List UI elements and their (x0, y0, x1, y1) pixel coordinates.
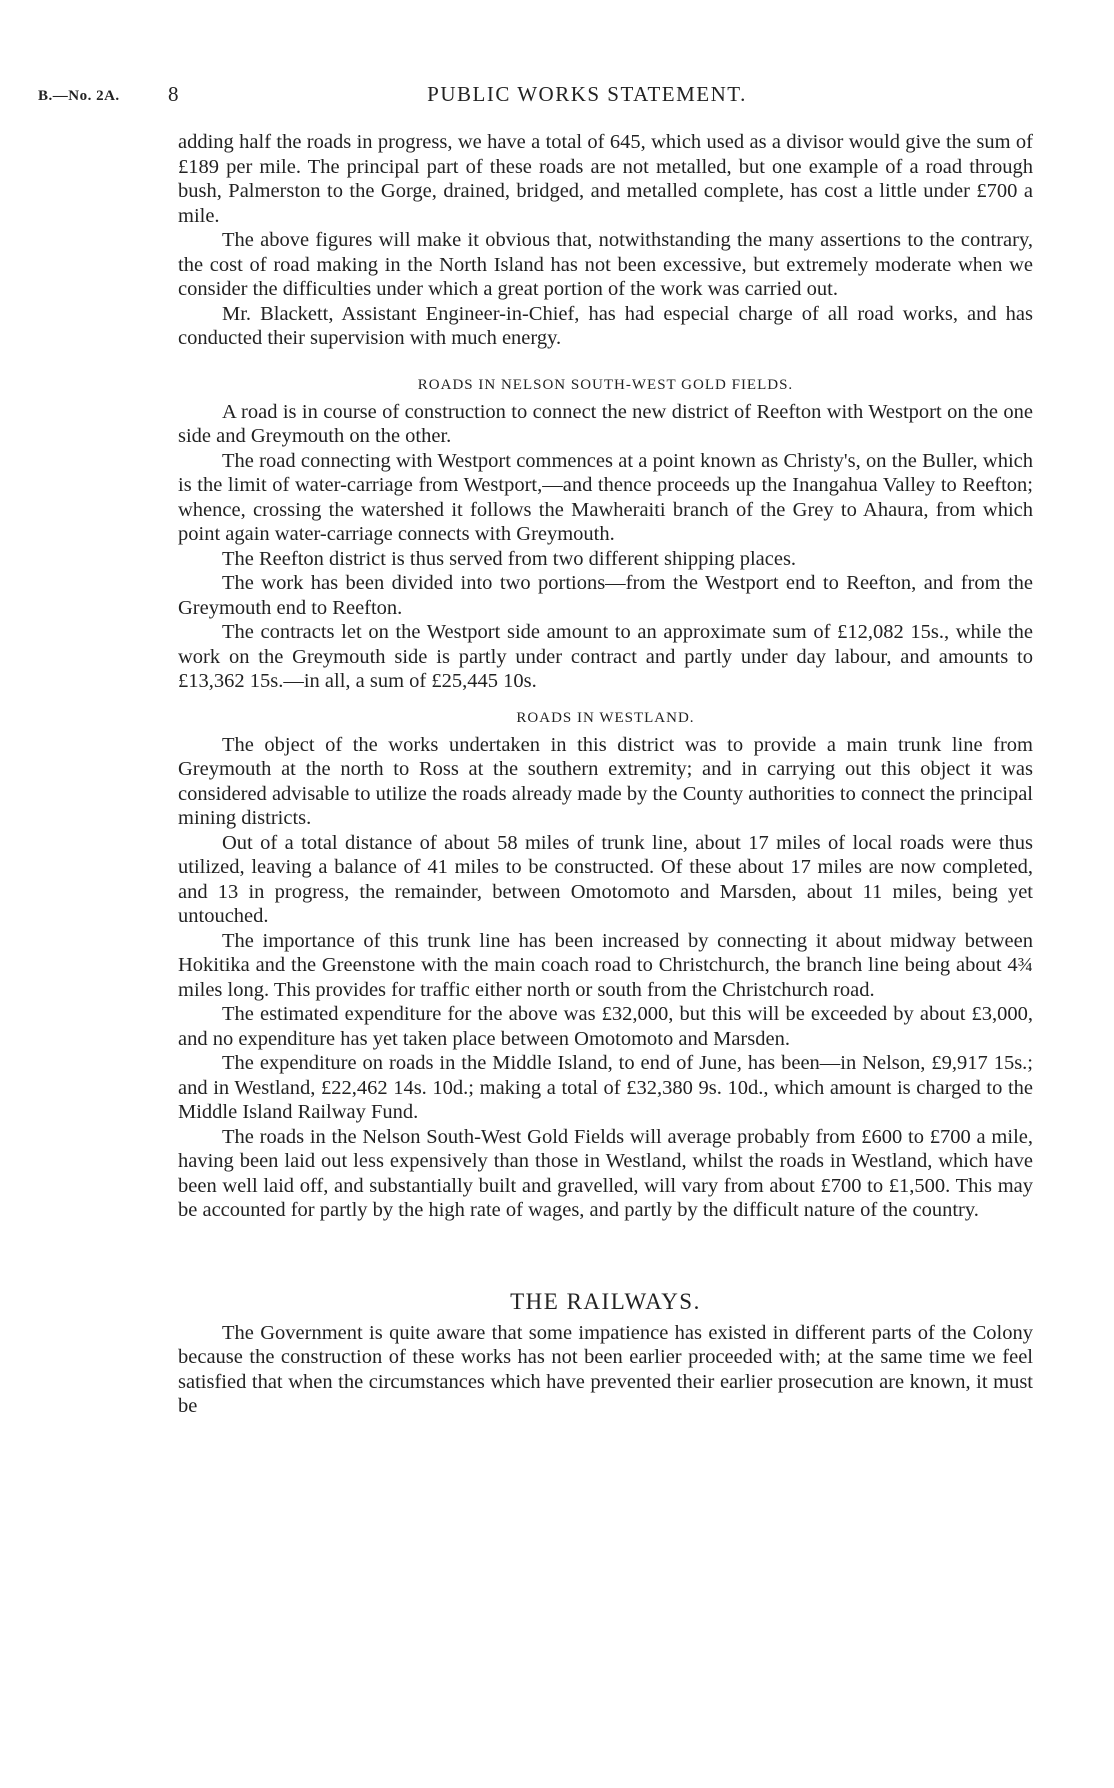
paragraph: adding half the roads in progress, we have a total of 645, which used as a divisor would give the sum of £189 per mile. The principal part of these roads are not metalled, but one example of a road through bush, Palmerston to the Gorge, drained, bridged, and metalled complete, has cost a little under £700 a mile. (178, 131, 1033, 227)
paragraph: Out of a total distance of about 58 miles of trunk line, about 17 miles of local roads were thus utilized, leaving a balance of 41 miles to be constructed. Of these about 17 miles are now completed, and 13 in progress, the remainder, between Omotomoto and Marsden, about 11 miles, being yet untouched. (178, 831, 1033, 927)
paragraph: A road is in course of construction to connect the new district of Reefton with Westport on the one side and Greymouth on the other. (178, 400, 1033, 447)
section-heading-nelson: ROADS IN NELSON SOUTH-WEST GOLD FIELDS. (417, 376, 794, 393)
paragraph: The expenditure on roads in the Middle Island, to end of June, has been—in Nelson, £9,917 15s.; and in Westland, £22,462 14s. 10d.; making a total of £32,380 9s. 10d., which amount is charged to the Middle Island Railway Fund. (178, 1052, 1033, 1123)
paragraph: The above figures will make it obvious that, notwithstanding the many assertions to the contrary, the cost of road making in the North Island has not been excessive, but extremely moderate when we consider the difficulties under which a great portion of the work was carried out. (178, 229, 1033, 300)
document-reference: B.—No. 2A. (38, 88, 120, 104)
paragraph: The estimated expenditure for the above was £32,000, but this will be exceeded by about £3,000, and no expenditure has yet taken place between Omotomoto and Marsden. (178, 1003, 1033, 1050)
body-text (178, 130, 1033, 1419)
paragraph: The Reefton district is thus served from two different shipping places. (222, 547, 797, 570)
paragraph: The contracts let on the Westport side amount to an approximate sum of £12,082 15s., while the work on the Greymouth side is partly under contract and partly under day labour, and amounts to £13,362 15s.—in all, a sum of £25,445 10s. (178, 621, 1033, 692)
paragraph: The importance of this trunk line has been increased by connecting it about midway between Hokitika and the Greenstone with the main coach road to Christchurch, the branch line being about 4¾ miles long. This provides for traffic either north or south from the Christchurch road. (178, 929, 1033, 1001)
paragraph: The work has been divided into two portions—from the Westport end to Reefton, and from the Greymouth end to Reefton. (178, 572, 1033, 619)
paragraph: The road connecting with Westport commences at a point known as Christy's, on the Buller, which is the limit of water-carriage from Westport,—and thence proceeds up the Inangahua Valley to Reefton; whence, crossing the watershed it follows the Mawheraiti branch of the Grey to Ahaura, from which point again water-carriage connects with Greymouth. (178, 449, 1033, 545)
section-heading-westland: ROADS IN WESTLAND. (516, 709, 695, 726)
page-header (0, 80, 1114, 110)
paragraph: Mr. Blackett, Assistant Engineer-in-Chief, has had especial charge of all road works, and has conducted their supervision with much energy. (178, 302, 1033, 349)
running-title: PUBLIC WORKS STATEMENT. (427, 82, 747, 106)
section-heading-railways: THE RAILWAYS. (510, 1288, 701, 1314)
page-number: 8 (168, 82, 179, 106)
paragraph: The Government is quite aware that some impatience has existed in different parts of the Colony because the construction of these works has not been earlier proceeded with; at the same time we feel satisfied that when the circumstances which have prevented their earlier prosecution are known, it must be (178, 1321, 1033, 1417)
paragraph: The roads in the Nelson South-West Gold Fields will average probably from £600 to £700 a mile, having been laid out less expensively than those in Westland, whilst the roads in Westland, which have been well laid off, and substantially built and gravelled, will vary from about £700 to £1,500. This may be accounted for partly by the high rate of wages, and partly by the difficult nature of the country. (178, 1125, 1033, 1221)
paragraph: The object of the works undertaken in this district was to provide a main trunk line from Greymouth at the north to Ross at the southern extremity; and in carrying out this object it was considered advisable to utilize the roads already made by the County authorities to connect the principal mining districts. (178, 733, 1033, 829)
